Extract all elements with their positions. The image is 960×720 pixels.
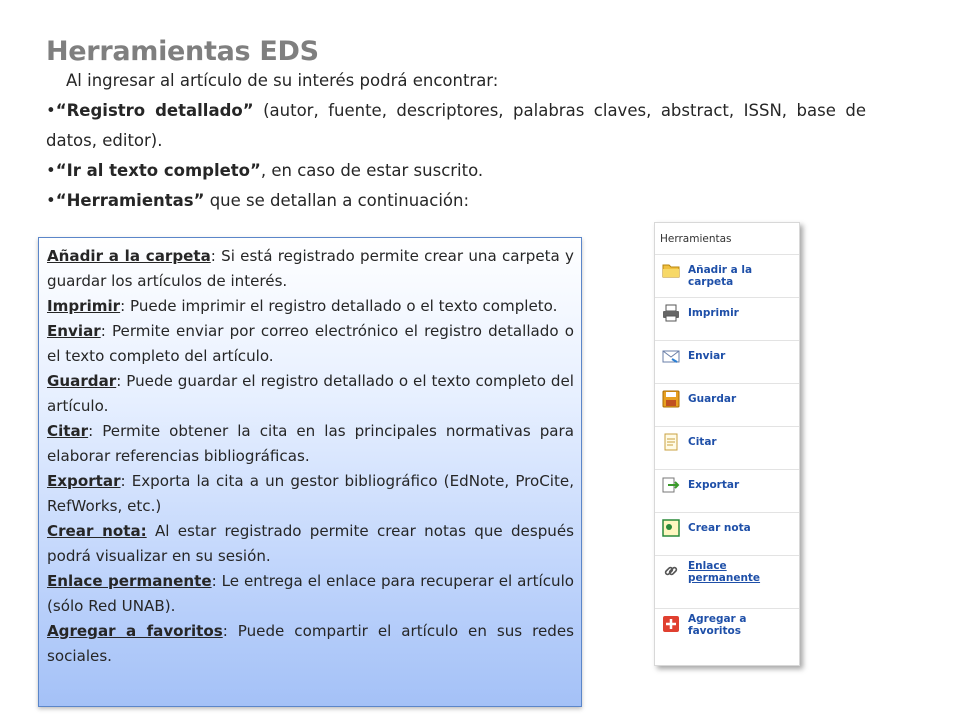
tool-label[interactable]: Guardar — [688, 393, 737, 405]
bullet-marker: • — [46, 191, 56, 210]
tool-permalink[interactable] — [655, 555, 799, 592]
description-term: Enlace permanente — [47, 572, 212, 590]
tool-add-favorites[interactable] — [655, 608, 799, 645]
tool-label-line: Agregar a — [688, 613, 747, 625]
intro-text: Al ingresar al artículo de su interés podrá encontrar: — [66, 71, 499, 90]
bullet-term: “Herramientas” — [55, 191, 205, 210]
description-item — [47, 369, 574, 419]
description-text: : Permite enviar por correo electrónico el registro detallado o el texto completo del artículo. — [47, 322, 574, 365]
description-term: Crear nota: — [47, 522, 147, 540]
description-item — [47, 419, 574, 469]
description-item — [47, 244, 574, 294]
export-icon — [662, 476, 680, 494]
description-text: : Puede guardar el registro detallado o el texto completo del artículo. — [47, 372, 574, 415]
tool-label[interactable] — [688, 560, 796, 584]
description-text: : Permite obtener la cita en las principales normativas para elaborar referencias bibliográficas. — [47, 422, 574, 465]
tool-label[interactable]: Citar — [688, 436, 717, 448]
slide-title: Herramientas EDS — [46, 36, 319, 67]
tool-label-line: favoritos — [688, 625, 741, 637]
tool-label[interactable]: Enviar — [688, 350, 726, 362]
description-item — [47, 619, 574, 669]
description-term: Enviar — [47, 322, 101, 340]
tool-label[interactable]: Imprimir — [688, 307, 739, 319]
tool-send[interactable] — [655, 340, 799, 377]
description-text: : Puede compartir el artículo en sus redes sociales. — [47, 622, 574, 665]
tool-label[interactable] — [688, 613, 796, 637]
bullet-term: “Registro detallado” — [55, 101, 254, 120]
description-term: Exportar — [47, 472, 121, 490]
description-item — [47, 294, 574, 319]
tool-print[interactable] — [655, 297, 799, 334]
description-term: Citar — [47, 422, 89, 440]
bullet-term: “Ir al texto completo” — [55, 161, 261, 180]
bullet-text: (autor, fuente, descriptores, palabras claves, abstract, ISSN, base de datos, editor). — [46, 101, 867, 150]
description-item — [47, 319, 574, 369]
description-text: : Le entrega el enlace para recuperar el artículo (sólo Red UNAB). — [47, 572, 574, 615]
tool-create-note[interactable] — [655, 512, 799, 549]
description-text: : Exporta la cita a un gestor bibliográfico (EdNote, ProCite, RefWorks, etc.) — [47, 472, 574, 515]
tool-add-to-folder[interactable] — [655, 254, 799, 291]
description-term: Imprimir — [47, 297, 121, 315]
printer-icon — [662, 304, 680, 322]
tool-export[interactable] — [655, 469, 799, 506]
bullet-item — [46, 156, 866, 186]
bullet-item — [46, 96, 866, 156]
description-text: Al estar registrado permite crear notas que después podrá visualizar en su sesión. — [47, 522, 574, 565]
bullet-item — [46, 186, 866, 216]
permalink-icon — [662, 562, 680, 580]
tool-cite[interactable] — [655, 426, 799, 463]
description-item — [47, 569, 574, 619]
bullet-text: , en caso de estar suscrito. — [260, 161, 484, 180]
note-icon — [662, 519, 680, 537]
tool-label-line: Enlace — [688, 560, 727, 572]
description-term: Guardar — [47, 372, 117, 390]
tools-panel-screenshot — [654, 222, 800, 666]
description-term: Agregar a favoritos — [47, 622, 223, 640]
add-favorites-icon — [662, 615, 680, 633]
tool-save[interactable] — [655, 383, 799, 420]
description-item — [47, 519, 574, 569]
bullet-marker: • — [46, 161, 56, 180]
save-disk-icon — [662, 390, 680, 408]
description-text: : Puede imprimir el registro detallado o el texto completo. — [120, 297, 558, 315]
tool-descriptions-box — [38, 237, 582, 707]
envelope-icon — [662, 347, 680, 365]
tool-label[interactable]: Añadir a la carpeta — [688, 264, 753, 288]
tools-panel-header: Herramientas — [660, 233, 732, 245]
description-item — [47, 469, 574, 519]
tool-label[interactable]: Crear nota — [688, 522, 751, 534]
folder-icon — [662, 261, 680, 279]
tool-label-line: permanente — [688, 572, 761, 584]
citation-icon — [662, 433, 680, 451]
tool-label[interactable]: Exportar — [688, 479, 740, 491]
bullet-marker: • — [46, 101, 56, 120]
description-text: : Si está registrado permite crear una carpeta y guardar los artículos de interés. — [47, 247, 574, 290]
bullet-text: que se detallan a continuación: — [204, 191, 470, 210]
intro-section — [46, 66, 866, 216]
description-term: Añadir a la carpeta — [47, 247, 211, 265]
